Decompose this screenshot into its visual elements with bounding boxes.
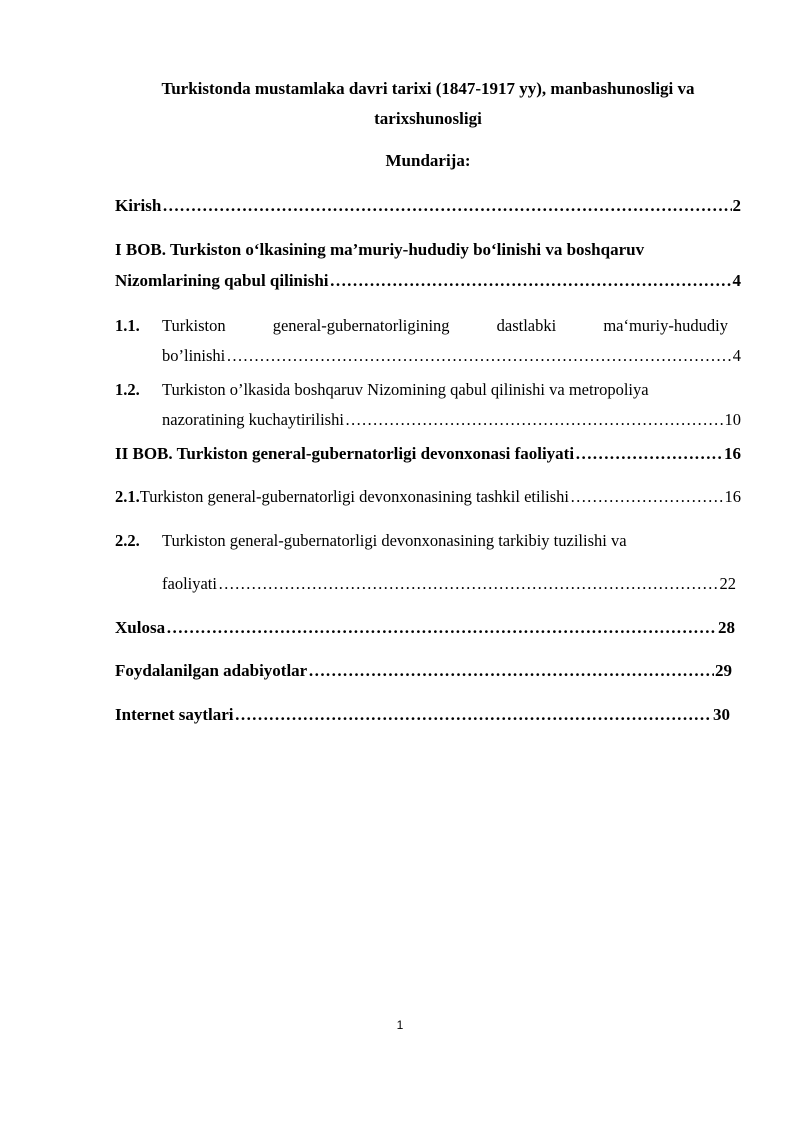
section-number: 2.2. <box>115 531 140 550</box>
toc-entry-section-1-1-number-wrap <box>115 316 162 336</box>
toc-heading: Mundarija: <box>385 151 471 170</box>
toc-entry-section-1-1-line-2[interactable] <box>162 346 741 366</box>
toc-entry-label: Xulosa <box>115 618 166 637</box>
dot-leader <box>345 410 724 430</box>
toc-page-number: 4 <box>732 346 741 365</box>
toc-page-number: 16 <box>724 444 741 463</box>
toc-entry-chapter-1-line-2[interactable] <box>115 271 741 291</box>
toc-page-number: 22 <box>719 574 736 593</box>
toc-entry-label: Turkiston general-gubernatorligi devonxonasining tashkil etilishi <box>139 487 569 506</box>
dot-leader <box>162 196 731 216</box>
toc-entry-label: I BOB. Turkiston o‘lkasining ma’muriy-hududiy bo‘linishi va boshqaruv <box>115 240 645 259</box>
toc-entry-chapter-1-line-1[interactable] <box>115 240 741 260</box>
section-number: 1.1. <box>115 316 140 335</box>
toc-entry-section-1-2-line-2[interactable] <box>162 410 741 430</box>
toc-entry-label: II BOB. Turkiston general-gubernatorligi devonxonasi faoliyati <box>115 444 575 463</box>
toc-entry-internet[interactable] <box>115 705 730 725</box>
dot-leader <box>235 705 712 725</box>
toc-page-number: 10 <box>724 410 741 429</box>
toc-page-number: 16 <box>724 487 741 506</box>
toc-entry-section-2-1[interactable] <box>115 487 741 507</box>
toc-entry-label: faoliyati <box>162 574 217 593</box>
toc-page-number: 30 <box>713 705 730 724</box>
toc-entry-label: Internet saytlari <box>115 705 234 724</box>
toc-entry-section-2-2-line-1[interactable] <box>115 531 741 551</box>
dot-leader <box>166 618 717 638</box>
toc-entry-label: Turkiston o’lkasida boshqaruv Nizomining qabul qilinishi va metropoliya <box>162 380 649 399</box>
toc-entry-label: Nizomlarining qabul qilinishi <box>115 271 329 290</box>
document-title: Turkistonda mustamlaka davri tarixi (1847-1917 yy), manbashunosligi va tarixshunosligi <box>161 79 695 128</box>
toc-entry-section-1-2-line-1[interactable] <box>115 380 741 400</box>
toc-entry-section-2-2-line-2[interactable] <box>162 574 736 594</box>
toc-page-number: 29 <box>715 661 732 680</box>
section-number: 2.1. <box>115 487 140 506</box>
toc-word: Turkiston <box>162 316 226 335</box>
toc-entry-label: nazoratining kuchaytirilishi <box>162 410 344 429</box>
toc-entry-label: Kirish <box>115 196 162 215</box>
toc-word: general-gubernatorligining <box>272 316 450 335</box>
toc-entry-label: bo’linishi <box>162 346 226 365</box>
dot-leader <box>308 661 714 681</box>
toc-entry-literature[interactable] <box>115 661 732 681</box>
toc-entry-section-1-1-line-1[interactable] <box>162 316 728 336</box>
dot-leader <box>218 574 719 594</box>
dot-leader <box>570 487 724 507</box>
toc-entry-chapter-2[interactable] <box>115 444 741 464</box>
dot-leader <box>226 346 731 366</box>
toc-word: dastlabki <box>496 316 557 335</box>
toc-page-number: 4 <box>732 271 741 290</box>
toc-entry-label: Turkiston general-gubernatorligi devonxonasining tarkibiy tuzilishi va <box>162 531 627 550</box>
dot-leader <box>330 271 732 291</box>
toc-page-number: 2 <box>732 196 741 215</box>
page-number: 1 <box>396 1018 404 1032</box>
toc-entry-conclusion[interactable] <box>115 618 735 638</box>
dot-leader <box>575 444 723 464</box>
toc-entry-label: Foydalanilgan adabiyotlar <box>115 661 308 680</box>
toc-page-number: 28 <box>718 618 735 637</box>
toc-word: ma‘muriy-hududiy <box>603 316 728 335</box>
toc-entry-intro[interactable] <box>115 196 741 216</box>
section-number: 1.2. <box>115 380 140 399</box>
